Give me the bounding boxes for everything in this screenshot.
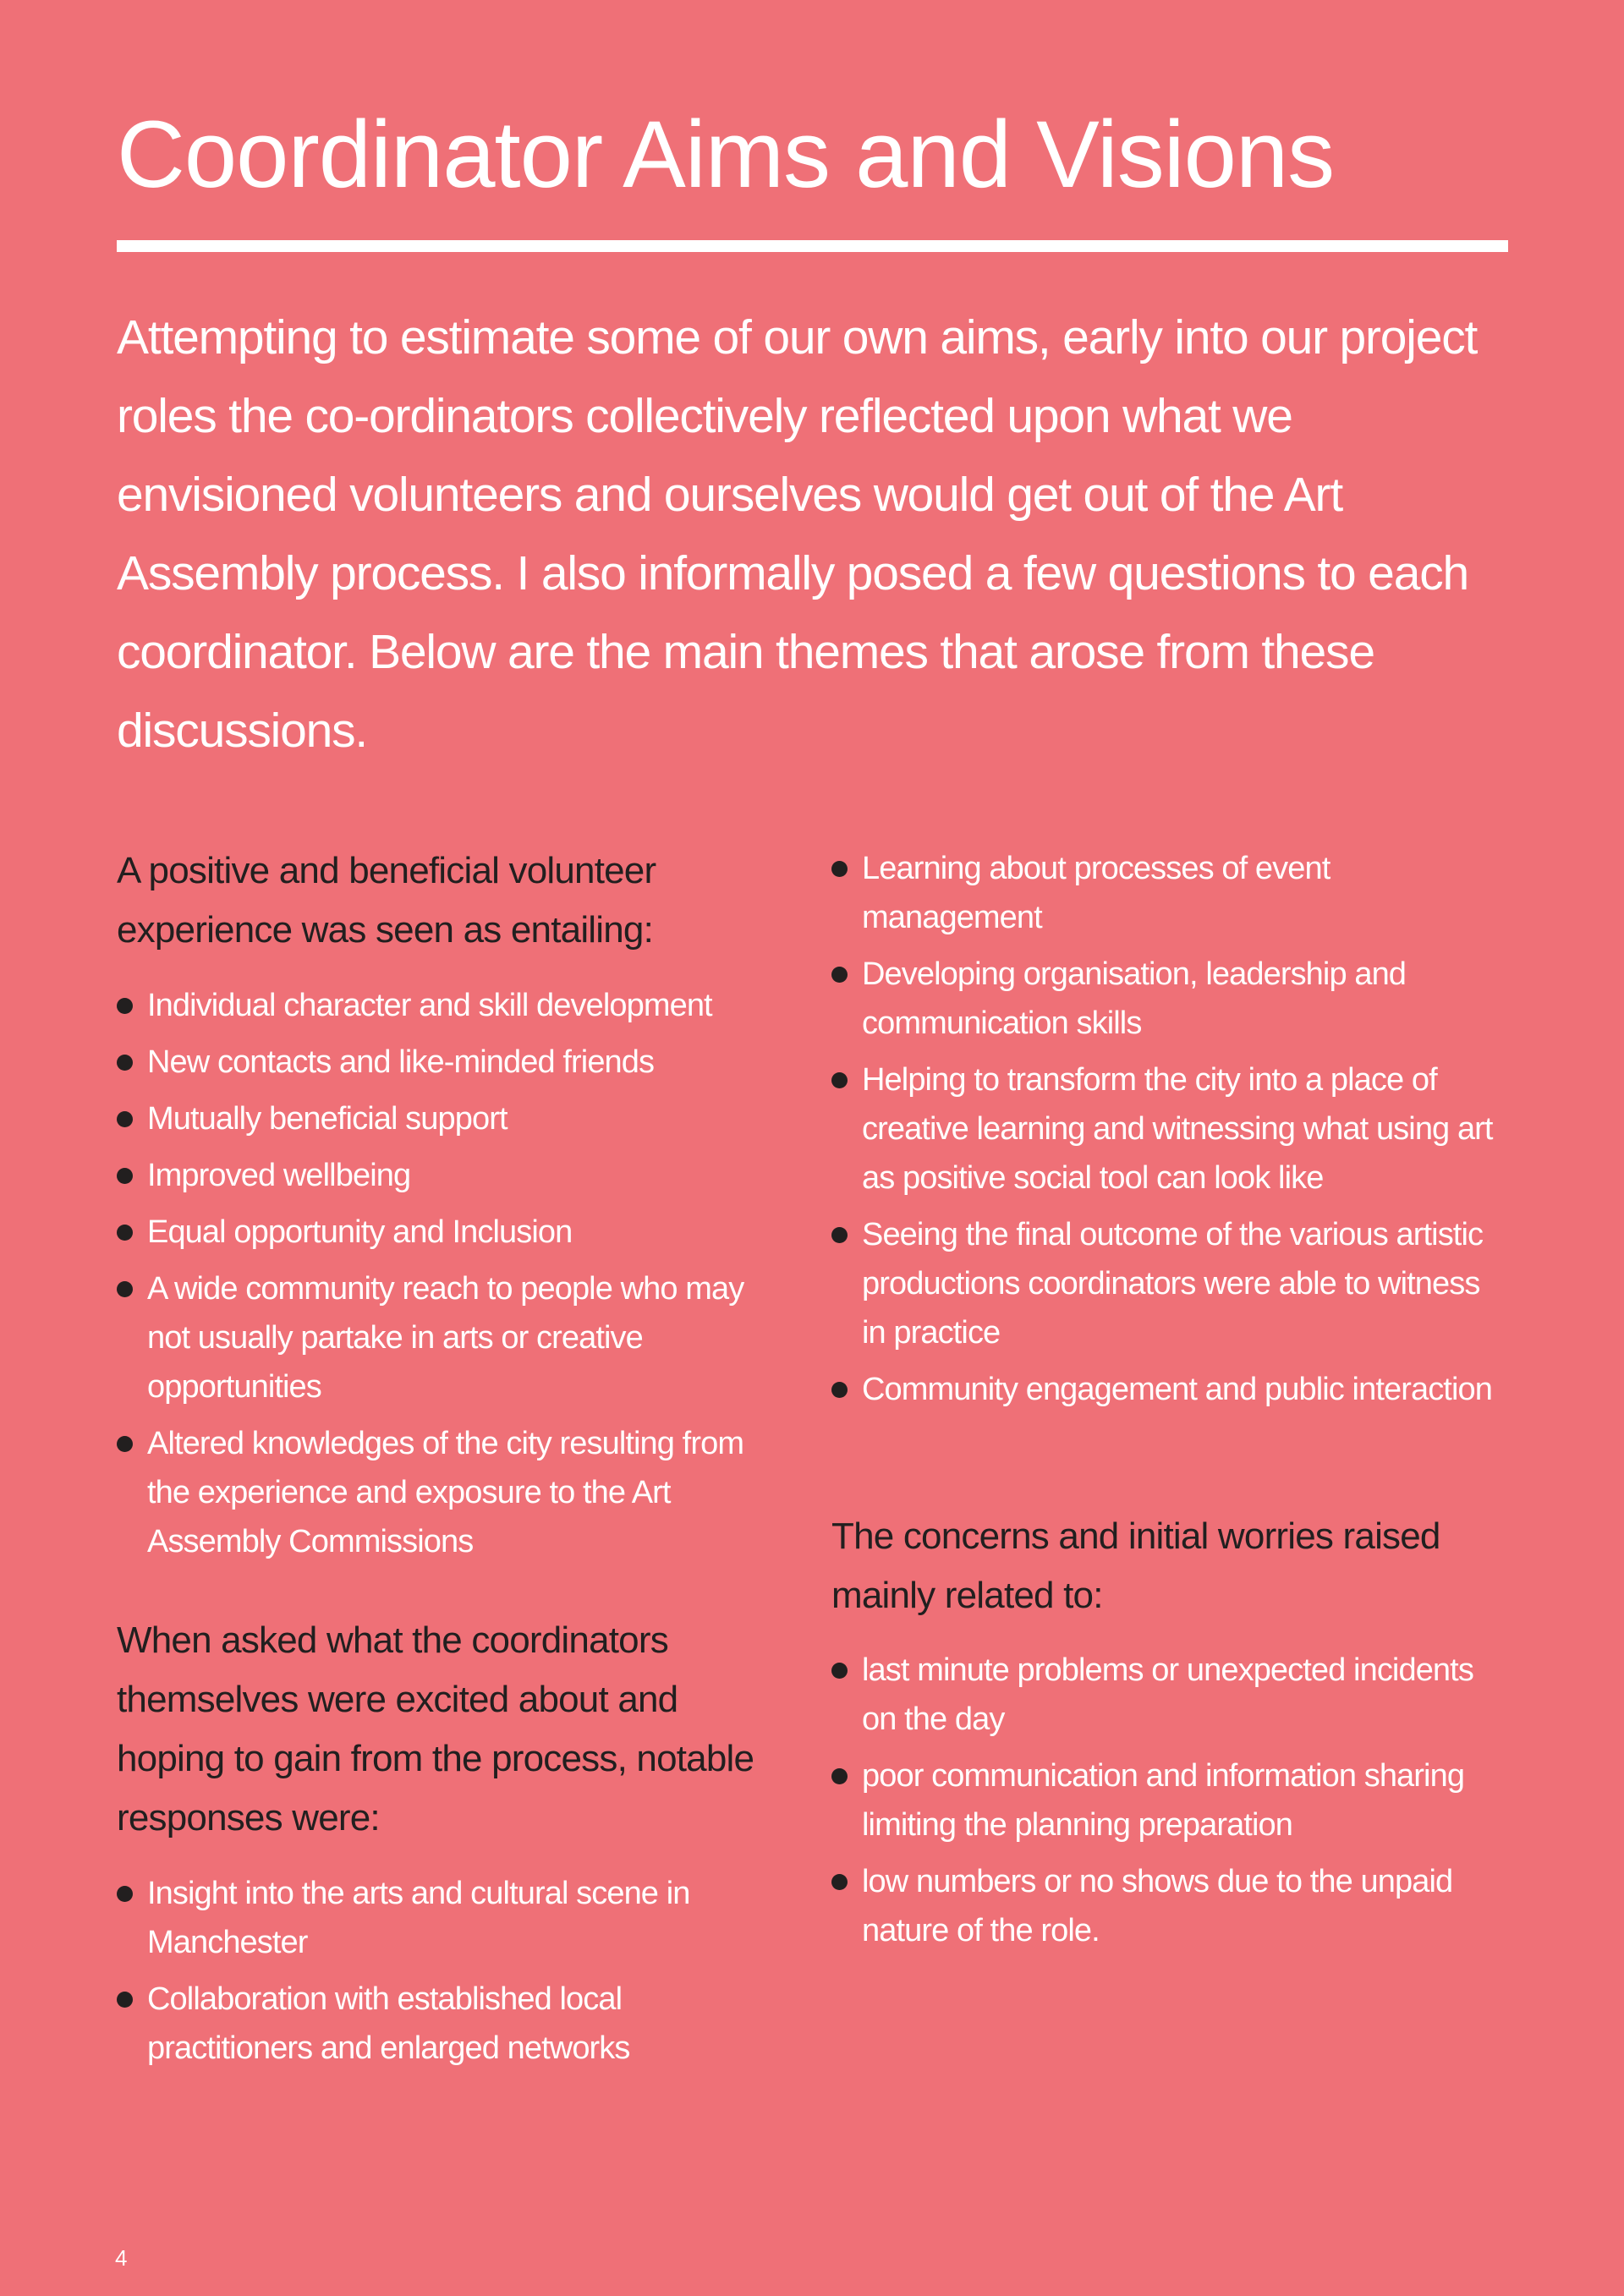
- bullet-icon: [117, 1281, 133, 1297]
- bullet-icon: [117, 1111, 133, 1127]
- bullet-icon: [831, 1663, 848, 1679]
- bullet-icon: [831, 967, 848, 983]
- bullet-icon: [831, 861, 848, 877]
- concerns-heading: The concerns and initial worries raised mainly related to:: [831, 1515, 1440, 1616]
- list-item: A wide community reach to people who may not usually partake in arts or creative opportunities: [117, 1264, 785, 1411]
- list-item: Improved wellbeing: [117, 1151, 785, 1200]
- bullet-icon: [117, 1436, 133, 1452]
- bullet-icon: [117, 1225, 133, 1241]
- list-item: New contacts and like-minded friends: [117, 1038, 785, 1087]
- list-item: poor communication and information sharing limiting the planning preparation: [831, 1751, 1508, 1849]
- bullet-icon: [117, 1886, 133, 1902]
- list-item: low numbers or no shows due to the unpaid nature of the role.: [831, 1857, 1508, 1955]
- list-item: Learning about processes of event management: [831, 844, 1508, 942]
- list-item: last minute problems or unexpected incidents on the day: [831, 1646, 1508, 1744]
- bullet-icon: [117, 1055, 133, 1071]
- list-item: Seeing the final outcome of the various artistic productions coordinators were able to witness in practice: [831, 1210, 1508, 1357]
- list-item: Community engagement and public interaction: [831, 1365, 1508, 1414]
- list-item: Helping to transform the city into a place of creative learning and witnessing what using art as positive social tool can look like: [831, 1055, 1508, 1203]
- bullet-icon: [117, 1168, 133, 1184]
- bullet-icon: [831, 1227, 848, 1243]
- list-item: Mutually beneficial support: [117, 1094, 785, 1143]
- page-title: Coordinator Aims and Visions: [117, 101, 1335, 207]
- title-divider: [117, 240, 1508, 252]
- list-item: Insight into the arts and cultural scene in Manchester: [117, 1869, 785, 1967]
- list-item: Altered knowledges of the city resulting from the experience and exposure to the Art Assembly Commissions: [117, 1419, 785, 1566]
- coordinator-hopes-list: [117, 1869, 785, 2080]
- coordinator-hopes-heading: When asked what the coordinators themselves were excited about and hoping to gain from the process, notable responses were:: [117, 1619, 754, 1838]
- bullet-icon: [831, 1768, 848, 1784]
- volunteer-experience-list: [117, 981, 785, 1574]
- list-item: Collaboration with established local practitioners and enlarged networks: [117, 1975, 785, 2073]
- coordinator-hopes-list-continued: [831, 844, 1508, 1422]
- list-item: Developing organisation, leadership and communication skills: [831, 950, 1508, 1048]
- list-item: Equal opportunity and Inclusion: [117, 1208, 785, 1257]
- bullet-icon: [831, 1072, 848, 1088]
- page-number: 4: [115, 2245, 128, 2271]
- concerns-list: [831, 1646, 1508, 1963]
- bullet-icon: [117, 1992, 133, 2008]
- bullet-icon: [117, 998, 133, 1014]
- intro-paragraph: Attempting to estimate some of our own aims, early into our project roles the co-ordinators collectively reflected upon what we envisioned volunteers and ourselves would get out of the Art Assembly process. I also informally posed a few questions to each coordinator. Below are the main themes that arose from these discussions.: [117, 310, 1478, 758]
- volunteer-experience-heading: A positive and beneficial volunteer experience was seen as entailing:: [117, 850, 656, 951]
- bullet-icon: [831, 1874, 848, 1890]
- list-item: Individual character and skill development: [117, 981, 785, 1030]
- bullet-icon: [831, 1382, 848, 1398]
